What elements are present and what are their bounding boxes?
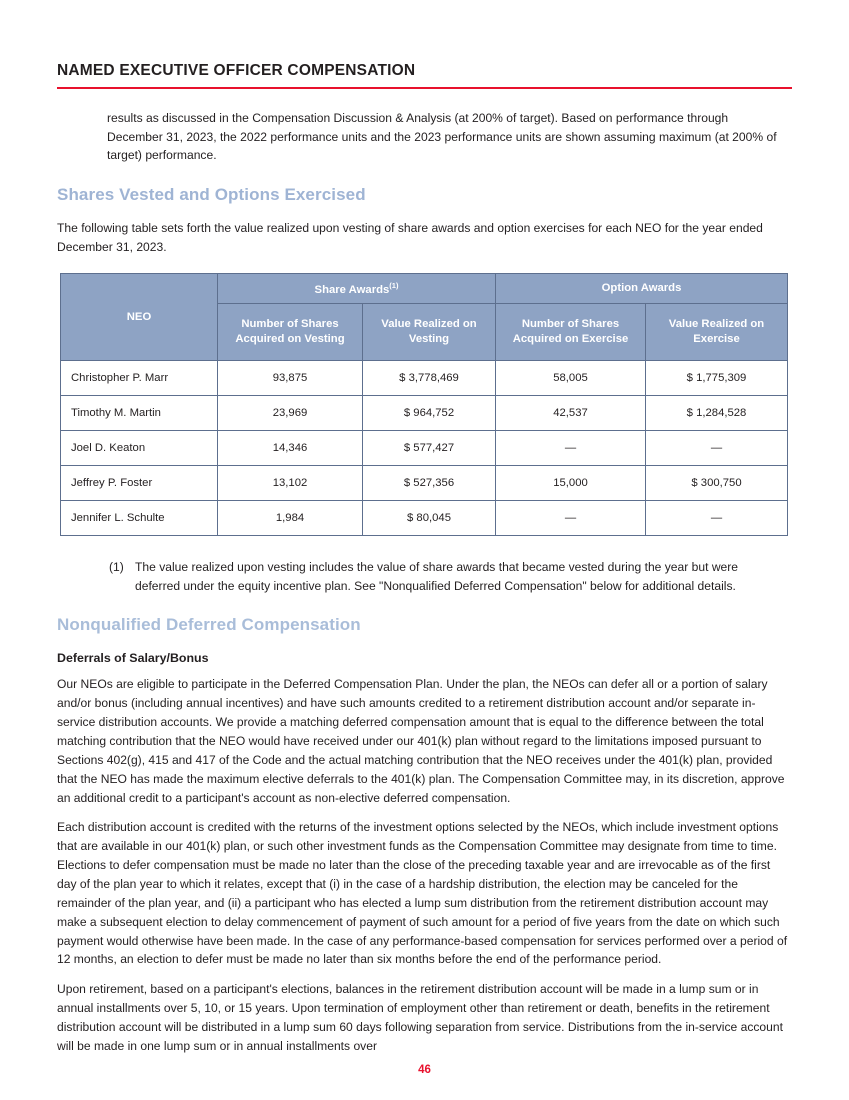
table-row (61, 360, 788, 395)
cell-shares-exercised: — (496, 500, 646, 535)
cell-shares-vested: 14,346 (218, 430, 363, 465)
table-header-neo: NEO (61, 273, 218, 360)
section-title-shares-vested: Shares Vested and Options Exercised (57, 185, 366, 205)
subhead-deferrals-of-salary-bonus: Deferrals of Salary/Bonus (57, 651, 209, 666)
cell-value-vested: $ 577,427 (363, 430, 496, 465)
cell-shares-vested: 23,969 (218, 395, 363, 430)
cell-shares-exercised: — (496, 430, 646, 465)
section-title-nonqualified-deferred-compensation: Nonqualified Deferred Compensation (57, 615, 361, 635)
footnote-text: The value realized upon vesting includes the value of share awards that became vested during the year but were deferred under the equity incentive plan. See "Nonqualified Deferred Compensation" below for additional details. (135, 559, 739, 593)
share-awards-label: Share Awards (314, 283, 390, 296)
cell-shares-exercised: 42,537 (496, 395, 646, 430)
share-awards-footnote-marker: (1) (389, 281, 399, 291)
shares-vested-table (60, 273, 788, 536)
table-footnote (57, 558, 792, 595)
cell-neo-name: Jennifer L. Schulte (61, 500, 218, 535)
page-header-title: NAMED EXECUTIVE OFFICER COMPENSATION (57, 62, 416, 79)
cell-value-exercised: — (646, 430, 788, 465)
cell-shares-vested: 13,102 (218, 465, 363, 500)
table-header-shares-exercised: Number of Shares Acquired on Exercise (496, 303, 646, 360)
table-row (61, 430, 788, 465)
deferred-paragraph-1: Our NEOs are eligible to participate in the Deferred Compensation Plan. Under the plan, the NEOs can defer all or a portion of salary and/or bonus (including annual incentives) and have such amounts credited to a retirement distribution account and/or separate in-service distribution accounts. We provide a matching deferred compensation amount that is equal to the difference between the total matching contribution that the NEO would have received under our 401(k) plan without regard to the limitations imposed pursuant to Sections 402(g), 415 and 417 of the Code and the actual matching contribution that the NEO receives under the 401(k) plan, provided that the NEO has made the maximum elective deferrals to the 401(k) plan. The Compensation Committee may, in its discretion, approve an additional credit to a participant's account as non-elective deferred compensation. (57, 677, 785, 805)
page-number: 46 (418, 1064, 431, 1076)
table-row (61, 395, 788, 430)
table-header-shares-vested: Number of Shares Acquired on Vesting (218, 303, 363, 360)
cell-neo-name: Joel D. Keaton (61, 430, 218, 465)
cell-shares-vested: 1,984 (218, 500, 363, 535)
cell-value-vested: $ 3,778,469 (363, 360, 496, 395)
cell-value-exercised: $ 300,750 (646, 465, 788, 500)
deferred-paragraph-3: Upon retirement, based on a participant's elections, balances in the retirement distribution account will be made in a lump sum or in annual installments over 5, 10, or 15 years. Upon termination of employment other than retirement or death, benefits in the retirement distribution account will be distributed in a lump sum 60 days following separation from service. Distributions from the in-service account will be made in one lump sum or in annual installments over (57, 982, 783, 1053)
table-header-option-awards: Option Awards (496, 273, 788, 303)
cell-value-vested: $ 527,356 (363, 465, 496, 500)
cell-value-vested: $ 964,752 (363, 395, 496, 430)
cell-neo-name: Christopher P. Marr (61, 360, 218, 395)
table-header-group-row (61, 273, 788, 303)
intro-paragraph: results as discussed in the Compensation Discussion & Analysis (at 200% of target). Based on performance through December 31, 2023, the 2022 performance units and the 2023 performance units are shown assuming maximum (at 200% of target) performance. (107, 111, 777, 163)
footnote-marker: (1) (109, 559, 124, 574)
cell-value-exercised: $ 1,284,528 (646, 395, 788, 430)
cell-shares-exercised: 58,005 (496, 360, 646, 395)
cell-shares-vested: 93,875 (218, 360, 363, 395)
cell-value-exercised: $ 1,775,309 (646, 360, 788, 395)
header-divider (57, 87, 792, 89)
table-row (61, 465, 788, 500)
table-header-value-exercised: Value Realized on Exercise (646, 303, 788, 360)
table-row (61, 500, 788, 535)
cell-shares-exercised: 15,000 (496, 465, 646, 500)
table-header-share-awards (218, 273, 496, 303)
cell-value-vested: $ 80,045 (363, 500, 496, 535)
table-header-value-vested: Value Realized on Vesting (363, 303, 496, 360)
cell-neo-name: Timothy M. Martin (61, 395, 218, 430)
shares-lead-in-text: The following table sets forth the value realized upon vesting of share awards and option exercises for each NEO for the year ended December 31, 2023. (57, 221, 763, 255)
deferred-paragraph-2: Each distribution account is credited with the returns of the investment options selected by the NEOs, which include investment options that are available in our 401(k) plan, or such other investment funds as the Compensation Committee may designate from time to time. Elections to defer compensation must be made no later than the close of the preceding taxable year and are irrevocable as of the first day of the plan year to which it relates, except that (i) in the case of a hardship distribution, the election may be canceled for the remainder of the plan year, and (ii) a participant who has elected a lump sum distribution from the retirement distribution account may make a subsequent election to delay commencement of payment of such amount for a period of five years from the date on which such payment would otherwise have been made. In the case of any performance-based compensation for services performed over a period of 12 months, an election to defer must be made no later than six months before the end of the performance period. (57, 820, 788, 967)
cell-neo-name: Jeffrey P. Foster (61, 465, 218, 500)
cell-value-exercised: — (646, 500, 788, 535)
